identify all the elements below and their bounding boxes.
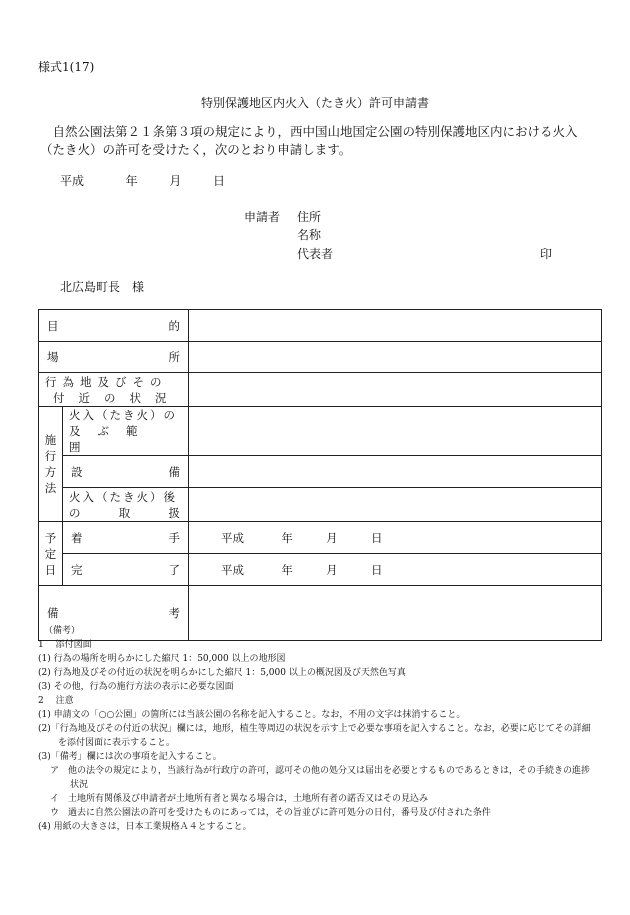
field-purpose[interactable] xyxy=(189,310,602,342)
label-remarks-text xyxy=(45,605,182,621)
label-schedule-group xyxy=(39,522,63,586)
field-situation[interactable] xyxy=(189,373,602,407)
form-number: 様式1(17) xyxy=(38,60,95,74)
applicant-address-label: 住所 xyxy=(297,210,322,224)
field-method-extent[interactable] xyxy=(189,407,602,456)
after-char-1: の xyxy=(69,505,81,520)
row-equipment xyxy=(39,456,602,488)
applicant-representative-label: 代表者 xyxy=(297,247,334,261)
start-date-month: 月 xyxy=(326,530,338,545)
row-place xyxy=(39,342,602,373)
note-1-3: (3) その他，行為の施行方法の表示に必要な図面 xyxy=(38,682,234,692)
purpose-char-1: 目 xyxy=(47,318,59,333)
notes-heading: （備考） xyxy=(44,626,81,636)
seal-mark: 印 xyxy=(540,247,553,261)
remarks-char-2: 考 xyxy=(168,606,180,620)
notes-section1: 1 添付図面 xyxy=(38,640,92,650)
label-equipment-text xyxy=(69,464,182,480)
label-equipment xyxy=(63,456,189,488)
row-purpose xyxy=(39,310,602,342)
row-method-extent xyxy=(39,407,602,456)
remarks-char-1: 備 xyxy=(47,606,59,620)
date-era: 平成 xyxy=(60,174,85,188)
note-2-3: (3)「備考」欄には次の事項を記入すること。 xyxy=(38,752,222,762)
document-title: 特別保護地区内火入（たき火）許可申請書 xyxy=(200,96,429,110)
label-place xyxy=(39,342,189,373)
row-situation xyxy=(39,373,602,407)
method-extent-line2: 及ぶ範囲 xyxy=(69,424,155,454)
after-char-3: 扱 xyxy=(168,505,180,520)
notes-section xyxy=(38,624,598,834)
label-start-text xyxy=(69,530,182,546)
field-place[interactable] xyxy=(189,342,602,373)
date-day: 日 xyxy=(213,174,226,188)
situation-line1: 行為地及びその xyxy=(45,374,168,389)
application-table xyxy=(38,309,602,641)
field-after-handling[interactable] xyxy=(189,488,602,522)
schedule-char-1: 予 xyxy=(44,530,57,545)
field-equipment[interactable] xyxy=(189,456,602,488)
start-char-1: 着 xyxy=(71,530,83,545)
field-start-date[interactable] xyxy=(189,522,602,554)
schedule-char-2: 定 xyxy=(44,546,57,561)
row-after-handling xyxy=(39,488,602,522)
label-method-extent xyxy=(63,407,189,456)
situation-line2: 付近の状況 xyxy=(53,390,181,405)
method-char-1: 施 xyxy=(44,433,57,447)
method-char-4: 法 xyxy=(44,481,57,495)
label-purpose xyxy=(39,310,189,342)
intro-paragraph: 自然公園法第２１条第３項の規定により，西中国山地国定公園の特別保護地区内における火入（たき火）の許可を受けたく，次のとおり申請します。 xyxy=(40,124,578,157)
finish-date-month: 月 xyxy=(326,562,338,577)
label-purpose-text xyxy=(45,318,182,334)
notes-section2: 2 注意 xyxy=(38,696,74,706)
note-2-3-c: ウ 過去に自然公園法の許可を受けたものにあっては，その旨並びに許可処分の日付，番号及び付された条件 xyxy=(50,808,491,818)
label-start xyxy=(63,522,189,554)
label-situation xyxy=(39,373,189,407)
start-date-year: 年 xyxy=(281,530,293,545)
finish-char-2: 了 xyxy=(168,562,180,577)
finish-date-day: 日 xyxy=(370,562,383,577)
note-2-4: (4) 用紙の大きさは，日本工業規格Ａ４とすること。 xyxy=(38,822,252,832)
date-line xyxy=(60,172,225,189)
note-1-1: (1) 行為の場所を明らかにした縮尺 1：50,000 以上の地形図 xyxy=(38,654,286,664)
note-2-2: (2)「行為地及びその付近の状況」欄には，地形，植生等周辺の状況を示す上で必要な事項を記入すること。なお，必要に応じてその詳細を添付図面に表示すること。 xyxy=(38,724,591,748)
schedule-char-3: 日 xyxy=(44,562,57,577)
start-date-day: 日 xyxy=(370,530,383,545)
method-extent-line1: 火入（たき火）の xyxy=(69,408,177,422)
field-finish-date[interactable] xyxy=(189,554,602,586)
label-finish-text xyxy=(69,562,182,578)
method-char-2: 行 xyxy=(44,449,57,463)
date-year: 年 xyxy=(125,174,138,188)
equipment-char-2: 備 xyxy=(168,464,180,479)
label-method-group xyxy=(39,407,63,522)
finish-date-era: 平成 xyxy=(221,562,244,577)
purpose-char-2: 的 xyxy=(168,318,180,333)
after-line2 xyxy=(69,505,182,521)
equipment-char-1: 設 xyxy=(71,464,83,479)
start-date-era: 平成 xyxy=(221,530,244,545)
note-2-1: (1) 申請文の「○○公園」の箇所には当該公園の名称を記入すること。なお，不用の文字は抹消すること。 xyxy=(38,710,466,720)
after-line1: 火入（たき火）後 xyxy=(69,489,177,504)
label-place-text xyxy=(45,349,182,365)
row-start xyxy=(39,522,602,554)
note-1-2: (2) 行為地及びその付近の状況を明らかにした縮尺 1：5,000 以上の概況図及び天然色写真 xyxy=(38,668,406,678)
note-2-3-a: ア 他の法令の規定により，当該行為が行政庁の許可，認可その他の処分又は届出を必要とするものであるときは，その手続きの進捗状況 xyxy=(50,766,591,790)
addressee: 北広島町長 様 xyxy=(60,280,145,294)
label-after-handling xyxy=(63,488,189,522)
place-char-1: 場 xyxy=(47,350,59,364)
note-2-3-b: イ 土地所有関係及び申請者が土地所有者と異なる場合は，土地所有者の諾否又はその見込み xyxy=(50,794,429,804)
after-char-2: 取 xyxy=(118,505,131,520)
start-char-2: 手 xyxy=(168,530,180,545)
row-finish xyxy=(39,554,602,586)
applicant-name-label: 名称 xyxy=(297,228,322,242)
finish-char-1: 完 xyxy=(71,562,83,577)
finish-date-year: 年 xyxy=(281,562,293,577)
place-char-2: 所 xyxy=(168,350,180,364)
method-char-3: 方 xyxy=(44,465,57,479)
date-month: 月 xyxy=(169,174,182,188)
label-finish xyxy=(63,554,189,586)
applicant-heading: 申請者 xyxy=(244,210,281,224)
